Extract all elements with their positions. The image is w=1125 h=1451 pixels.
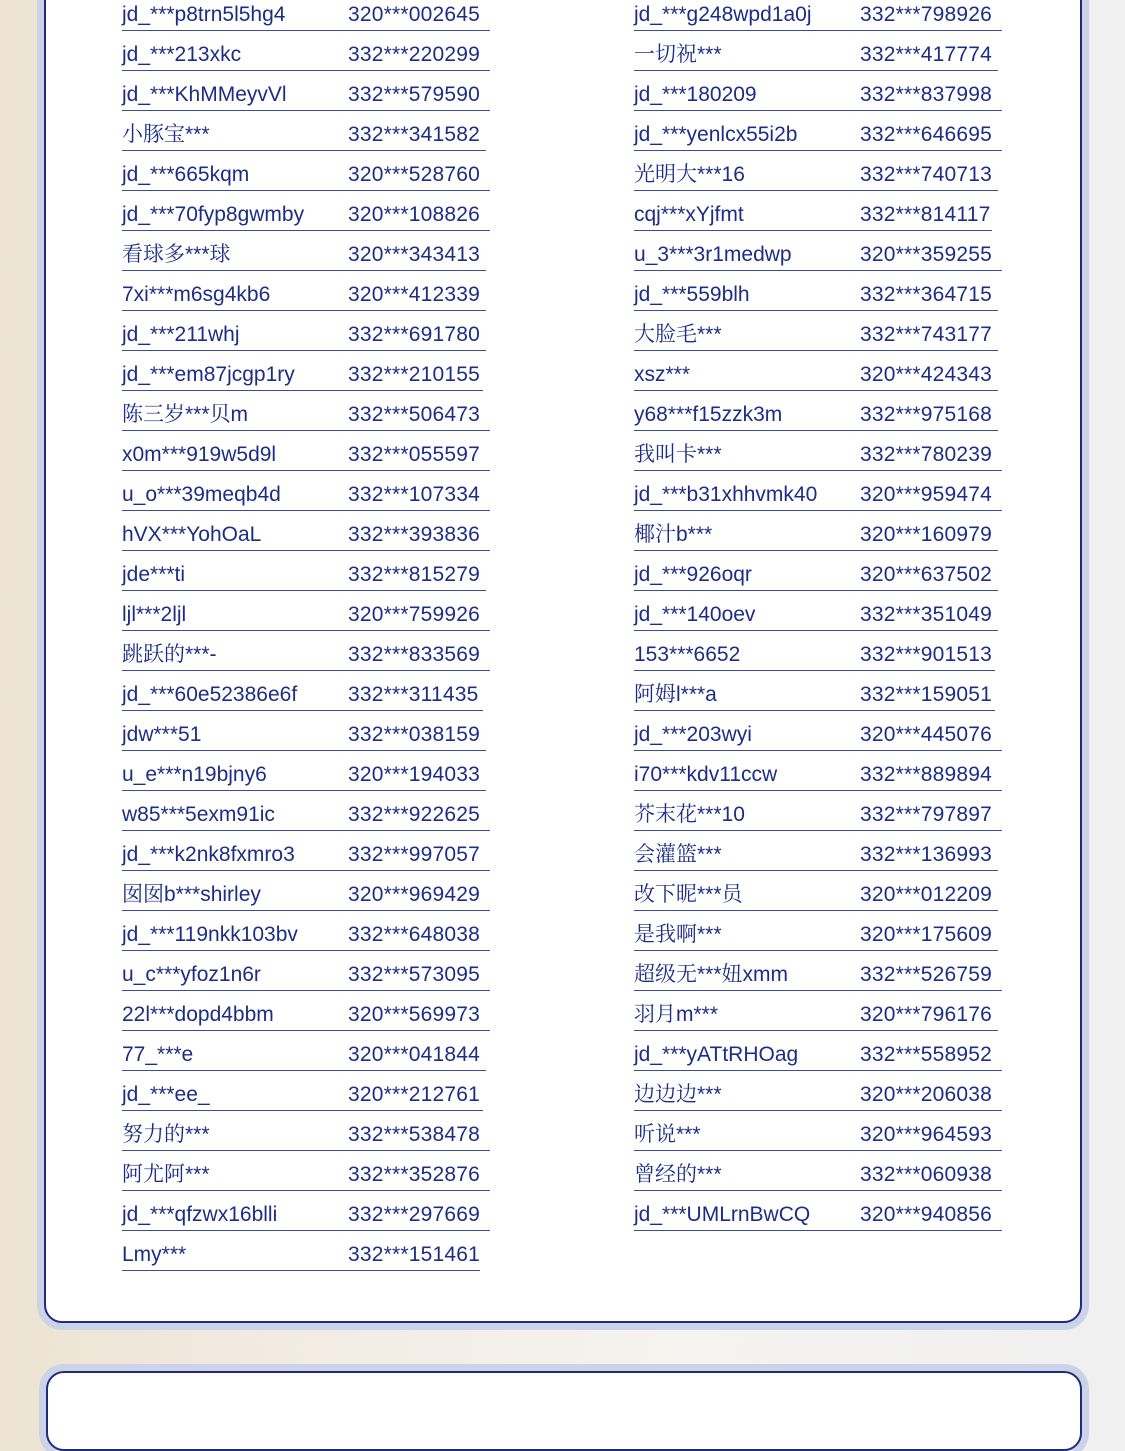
winner-row: [634, 800, 1002, 831]
winner-phone: 332***297669: [348, 1203, 481, 1226]
winner-username: 边边边***: [634, 1083, 722, 1106]
winner-username: 7xi***m6sg4kb6: [122, 283, 271, 306]
winner-row: [122, 520, 490, 551]
winner-phone: 332***837998: [860, 83, 993, 106]
winner-row: [634, 1160, 1002, 1191]
winner-phone: 320***212761: [348, 1083, 481, 1106]
winner-username: jd_***119nkk103bv: [122, 923, 298, 946]
winner-phone: 332***506473: [348, 403, 481, 426]
winner-row: [634, 520, 998, 551]
winner-row: [634, 1000, 998, 1031]
winner-username: 芥末花***10: [634, 803, 745, 826]
winner-username: u_o***39meqb4d: [122, 483, 281, 506]
winner-username: xsz***: [634, 363, 691, 386]
winner-row: [122, 680, 483, 711]
winner-row: [634, 80, 1002, 111]
winner-row: [122, 960, 490, 991]
winner-phone: 332***393836: [348, 523, 481, 546]
winner-row: [634, 160, 998, 191]
winner-phone: 332***814117: [860, 203, 991, 226]
winner-phone: 320***194033: [348, 763, 481, 786]
winner-row: [122, 600, 490, 631]
winner-row: [634, 400, 998, 431]
winner-row: [122, 1120, 490, 1151]
winner-phone: 320***359255: [860, 243, 993, 266]
winner-username: jd_***g248wpd1a0j: [634, 3, 812, 26]
winner-row: [122, 1240, 480, 1271]
winner-row: [122, 1040, 486, 1071]
winner-username: u_3***3r1medwp: [634, 243, 792, 266]
winner-phone: 320***343413: [348, 243, 481, 266]
winner-username: 曾经的***: [634, 1163, 722, 1186]
winner-row: [122, 1200, 490, 1231]
winner-username: jd_***b31xhhvmk40: [634, 483, 818, 506]
winner-row: [634, 920, 998, 951]
winner-phone: 320***969429: [348, 883, 481, 906]
winner-phone: 332***780239: [860, 443, 993, 466]
winner-username: x0m***919w5d9l: [122, 443, 277, 466]
winner-phone: 320***528760: [348, 163, 481, 186]
winner-username: jde***ti: [122, 563, 186, 586]
winner-phone: 332***798926: [860, 3, 993, 26]
winner-phone: 332***833569: [348, 643, 481, 666]
winner-row: [122, 200, 490, 231]
winner-row: [122, 1160, 490, 1191]
winner-phone: 332***743177: [860, 323, 993, 346]
winner-row: [634, 440, 1002, 471]
winner-username: 大脸毛***: [634, 323, 722, 346]
winner-row: [122, 480, 490, 511]
winner-username: i70***kdv11ccw: [634, 763, 778, 786]
winner-row: [122, 360, 483, 391]
winner-username: jd_***665kqm: [122, 163, 250, 186]
winner-phone: 332***797897: [860, 803, 993, 826]
winner-phone: 320***108826: [348, 203, 481, 226]
winner-username: 跳跃的***-: [122, 643, 217, 666]
winner-username: jd_***qfzwx16blli: [122, 1203, 278, 1226]
winner-username: jd_***180209: [634, 83, 757, 106]
winner-username: ljl***2ljl: [122, 603, 187, 626]
winner-username: 77_***e: [122, 1043, 194, 1066]
winner-username: jd_***70fyp8gwmby: [122, 203, 305, 226]
winner-username: 光明大***16: [634, 163, 745, 186]
winner-row: [122, 1080, 483, 1111]
winner-row: [634, 720, 1002, 751]
winner-row: [634, 880, 998, 911]
winner-username: jd_***em87jcgp1ry: [122, 363, 295, 386]
winner-username: cqj***xYjfmt: [634, 203, 744, 226]
winner-username: Lmy***: [122, 1243, 187, 1266]
winner-phone: 332***573095: [348, 963, 481, 986]
winner-username: jd_***213xkc: [122, 43, 242, 66]
winner-username: jd_***KhMMeyvVl: [122, 83, 287, 106]
winner-phone: 332***220299: [348, 43, 481, 66]
winner-row: [634, 200, 992, 231]
winner-phone: 332***060938: [860, 1163, 993, 1186]
winner-row: [634, 560, 998, 591]
winner-phone: 332***815279: [348, 563, 481, 586]
winner-username: jd_***60e52386e6f: [122, 683, 298, 706]
winner-row: [122, 320, 486, 351]
winner-row: [122, 240, 486, 271]
winner-username: 囡囡b***shirley: [122, 883, 261, 906]
winner-phone: 332***159051: [860, 683, 993, 706]
winner-row: [634, 680, 995, 711]
winner-row: [122, 80, 490, 111]
winner-username: 会灌篮***: [634, 843, 722, 866]
winner-phone: 320***002645: [348, 3, 481, 26]
winner-row: [634, 840, 998, 871]
winner-row: [122, 120, 486, 151]
winner-phone: 320***041844: [348, 1043, 481, 1066]
winner-username: jd_***559blh: [634, 283, 750, 306]
winner-username: jd_***p8trn5l5hg4: [122, 3, 286, 26]
winner-row: [122, 0, 490, 31]
winner-row: [122, 40, 490, 71]
winner-phone: 332***997057: [348, 843, 481, 866]
winner-username: jd_***yenlcx55i2b: [634, 123, 798, 146]
winner-username: jd_***yATtRHOag: [634, 1043, 799, 1066]
winner-phone: 320***012209: [860, 883, 993, 906]
winner-username: y68***f15zzk3m: [634, 403, 783, 426]
winner-username: 听说***: [634, 1123, 701, 1146]
winner-phone: 332***526759: [860, 963, 993, 986]
winner-phone: 332***352876: [348, 1163, 481, 1186]
winner-phone: 332***311435: [348, 683, 479, 706]
winner-phone: 320***796176: [860, 1003, 993, 1026]
winner-phone: 320***940856: [860, 1203, 993, 1226]
winner-username: 我叫卡***: [634, 443, 722, 466]
winner-phone: 332***922625: [348, 803, 481, 826]
winner-phone: 320***175609: [860, 923, 993, 946]
winner-row: [122, 560, 486, 591]
winner-phone: 332***889894: [860, 763, 993, 786]
winner-phone: 320***569973: [348, 1003, 481, 1026]
winner-username: 羽月m***: [634, 1003, 719, 1026]
winner-username: hVX***YohOaL: [122, 523, 262, 546]
winner-phone: 332***151461: [348, 1243, 481, 1266]
winner-phone: 332***364715: [860, 283, 993, 306]
winner-row: [122, 880, 490, 911]
winner-row: [634, 360, 998, 391]
winner-row: [634, 40, 998, 71]
winner-username: 153***6652: [634, 643, 741, 666]
winner-phone: 332***646695: [860, 123, 993, 146]
winner-row: [634, 240, 1002, 271]
winner-phone: 320***160979: [860, 523, 993, 546]
winner-username: w85***5exm91ic: [122, 803, 275, 826]
winner-row: [122, 440, 490, 471]
winner-phone: 320***959474: [860, 483, 993, 506]
winner-username: 改下昵***员: [634, 883, 743, 906]
winner-row: [122, 280, 486, 311]
winner-username: 一切祝***: [634, 43, 722, 66]
winner-row: [122, 800, 490, 831]
next-section-card: [46, 1371, 1082, 1451]
winner-phone: 320***206038: [860, 1083, 993, 1106]
winner-phone: 332***740713: [860, 163, 993, 186]
winner-username: 是我啊***: [634, 923, 722, 946]
winner-username: 小豚宝***: [122, 123, 210, 146]
winner-username: 阿姆l***a: [634, 683, 717, 706]
winner-phone: 320***637502: [860, 563, 993, 586]
winner-phone: 332***136993: [860, 843, 993, 866]
winner-username: jd_***211whj: [122, 323, 240, 346]
winner-phone: 332***558952: [860, 1043, 993, 1066]
winner-phone: 320***412339: [348, 283, 481, 306]
winner-username: 努力的***: [122, 1123, 210, 1146]
winner-username: 22l***dopd4bbm: [122, 1003, 274, 1026]
winner-row: [122, 1000, 490, 1031]
winner-username: 阿尤阿***: [122, 1163, 210, 1186]
winner-phone: 332***975168: [860, 403, 993, 426]
winner-username: jdw***51: [122, 723, 202, 746]
winner-row: [122, 840, 490, 871]
winner-row: [634, 960, 1002, 991]
winner-username: u_c***yfoz1n6r: [122, 963, 261, 986]
winner-row: [634, 640, 995, 671]
winner-phone: 332***417774: [860, 43, 993, 66]
winner-username: jd_***k2nk8fxmro3: [122, 843, 295, 866]
winner-row: [122, 760, 486, 791]
winner-row: [634, 1120, 1002, 1151]
winner-row: [634, 120, 1002, 151]
winner-row: [122, 160, 490, 191]
winner-username: jd_***UMLrnBwCQ: [634, 1203, 811, 1226]
winner-row: [634, 0, 1002, 31]
winner-row: [634, 1040, 1002, 1071]
winner-phone: 332***351049: [860, 603, 993, 626]
winner-phone: 320***759926: [348, 603, 481, 626]
winner-username: jd_***203wyi: [634, 723, 752, 746]
winner-username: jd_***140oev: [634, 603, 756, 626]
winner-phone: 332***579590: [348, 83, 481, 106]
winner-phone: 332***341582: [348, 123, 481, 146]
winner-row: [122, 400, 490, 431]
winner-row: [122, 920, 490, 951]
winner-row: [634, 600, 998, 631]
winner-username: 看球多***球: [122, 243, 231, 266]
winner-row: [122, 720, 486, 751]
winner-phone: 332***648038: [348, 923, 481, 946]
winner-phone: 332***107334: [348, 483, 481, 506]
winner-phone: 320***424343: [860, 363, 993, 386]
winner-phone: 320***445076: [860, 723, 993, 746]
winner-row: [634, 760, 1002, 791]
winner-phone: 332***038159: [348, 723, 481, 746]
winner-phone: 332***901513: [860, 643, 993, 666]
winner-username: jd_***926oqr: [634, 563, 752, 586]
winner-phone: 332***538478: [348, 1123, 481, 1146]
winner-username: 椰汁b***: [634, 523, 713, 546]
winner-phone: 332***210155: [348, 363, 481, 386]
winner-phone: 332***691780: [348, 323, 481, 346]
winner-row: [634, 280, 998, 311]
winner-row: [122, 640, 490, 671]
winner-username: 超级无***妞xmm: [634, 963, 789, 986]
winner-username: u_e***n19bjny6: [122, 763, 267, 786]
winner-username: jd_***ee_: [122, 1083, 210, 1106]
winner-row: [634, 480, 1002, 511]
winner-phone: 320***964593: [860, 1123, 993, 1146]
winner-row: [634, 1080, 1002, 1111]
winner-username: 陈三岁***贝m: [122, 403, 249, 426]
winner-row: [634, 1200, 1002, 1231]
winner-phone: 332***055597: [348, 443, 481, 466]
winner-row: [634, 320, 998, 351]
